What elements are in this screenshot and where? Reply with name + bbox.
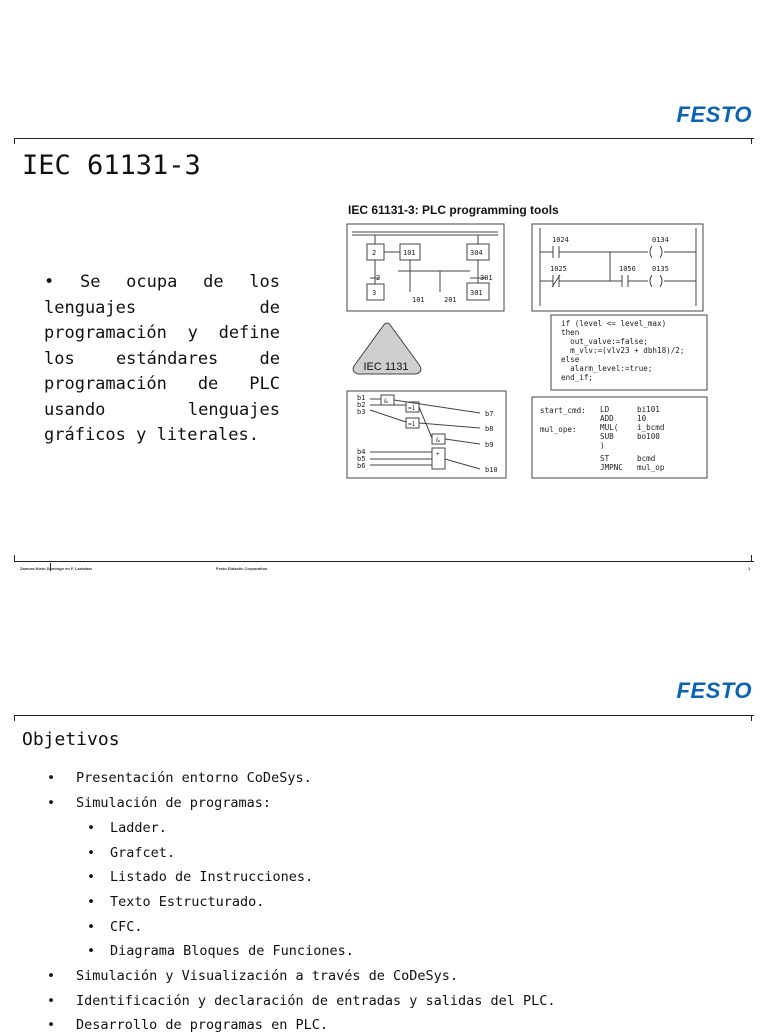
il-op: ST	[600, 454, 610, 463]
st-line: then	[561, 328, 580, 337]
sfc-label: 3	[372, 289, 377, 297]
sfc-panel	[347, 224, 504, 311]
list-item-text: Desarrollo de programas en PLC.	[76, 1017, 328, 1033]
il-op: ADD	[600, 414, 614, 423]
bullet: •	[47, 1017, 56, 1033]
fbd-output: b8	[485, 425, 494, 433]
il-arg: bo100	[637, 432, 660, 441]
fbd-input: b3	[357, 408, 366, 416]
il-arg: mul_op	[637, 463, 665, 472]
bullet-text: • Se ocupa de los lenguajes de programación y define los estándares de programación de PLC usando lenguajes gráficos y literales.	[44, 272, 280, 445]
il-label: mul_ope:	[540, 425, 577, 434]
slide-title-2: Objetivos	[22, 729, 120, 750]
fbd-block: &	[384, 398, 388, 405]
sfc-label: 2	[376, 274, 381, 282]
sfc-label: 304	[470, 249, 483, 257]
il-arg: bcmd	[637, 454, 656, 463]
fbd-input: b6	[357, 462, 366, 470]
badge-label: IEC 1131	[363, 361, 409, 373]
fbd-output: b10	[485, 466, 498, 474]
ladder-label: 1024	[552, 236, 569, 244]
bullet: •	[87, 943, 96, 959]
il-label: start_cmd:	[540, 406, 586, 415]
fbd-block: =1	[408, 405, 416, 412]
list-item-text: Simulación y Visualización a través de CoDeSys.	[76, 968, 459, 984]
st-line: else	[561, 355, 580, 364]
st-line: m_vlv:=(vlv23 + dbh18)/2;	[561, 346, 685, 355]
st-line: alarm_level:=true;	[561, 364, 653, 373]
fbd-block: +	[436, 451, 440, 458]
list-item-text: CFC.	[110, 919, 143, 935]
fbd-block: &	[436, 437, 440, 444]
sfc-label: 2	[372, 249, 377, 257]
list-item-text: Presentación entorno CoDeSys.	[76, 770, 312, 786]
footer-rule-1	[14, 561, 754, 562]
il-arg: 10	[637, 414, 647, 423]
footer-page: 1	[748, 566, 751, 571]
il-op: LD	[600, 405, 610, 414]
list-item-text: Texto Estructurado.	[110, 894, 265, 910]
footer-center: Festo Didactic Corporation	[216, 566, 268, 571]
plc-tools-figure	[0, 0, 768, 500]
bullet: •	[87, 919, 96, 935]
bullet: •	[87, 894, 96, 910]
footer-rule-tick-right	[751, 555, 752, 561]
il-arg: i_bcmd	[637, 423, 665, 432]
il-op: JMPNC	[600, 463, 623, 472]
header-rule-tick-right-2	[751, 715, 752, 721]
sfc-labels	[372, 249, 493, 304]
list-item-text: Simulación de programas:	[76, 795, 272, 811]
ladder-label: 1025	[550, 265, 567, 273]
list-item-text: Diagrama Bloques de Funciones.	[110, 943, 354, 959]
il-op: )	[600, 441, 605, 450]
header-rule-2	[14, 715, 754, 716]
fbd-input: b2	[357, 401, 366, 409]
bullet: •	[47, 993, 56, 1009]
bullet: •	[47, 968, 56, 984]
ladder-label: 0135	[652, 265, 669, 273]
fbd-output: b9	[485, 441, 494, 449]
bullet: •	[47, 795, 56, 811]
ladder-label: 0134	[652, 236, 669, 244]
figure-title: IEC 61131-3: PLC programming tools	[348, 203, 559, 217]
st-line: out_valve:=false;	[561, 337, 648, 346]
il-arg: bi101	[637, 405, 660, 414]
logo-festo-2: FESTO	[676, 678, 752, 703]
list-item-text: Ladder.	[110, 820, 167, 836]
bullet: •	[87, 869, 96, 885]
sfc-label: 301	[470, 289, 483, 297]
fbd-input: b1	[357, 394, 366, 402]
sfc-label: 101	[412, 296, 425, 304]
bullet: •	[87, 820, 96, 836]
header-rule-tick-left-2	[14, 715, 15, 721]
bullet: •	[87, 845, 96, 861]
sfc-label: 301	[480, 274, 493, 282]
st-line: if (level <= level_max)	[561, 319, 667, 328]
footer-left: Zamora Nieto Domingo en F. Lantabar	[20, 566, 93, 571]
footer-rule-tick-left	[14, 555, 15, 561]
logo-festo-1: FESTO	[676, 102, 752, 127]
fbd-block: =1	[408, 421, 416, 428]
list-item-text: Listado de Instrucciones.	[110, 869, 314, 885]
list-item-text: Grafcet.	[110, 845, 176, 861]
il-op: MUL(	[600, 423, 619, 432]
sfc-label: 101	[403, 249, 416, 257]
slide-title-1: IEC 61131-3	[22, 150, 201, 181]
st-line: end_if;	[561, 373, 594, 382]
fbd-input: b4	[357, 448, 366, 456]
sfc-label: 201	[444, 296, 457, 304]
fbd-input: b5	[357, 455, 366, 463]
il-op: SUB	[600, 432, 614, 441]
list-item-text: Identificación y declaración de entradas y salidas del PLC.	[76, 993, 556, 1009]
bullet: •	[47, 770, 56, 786]
fbd-output: b7	[485, 410, 494, 418]
ladder-label: 1056	[619, 265, 636, 273]
